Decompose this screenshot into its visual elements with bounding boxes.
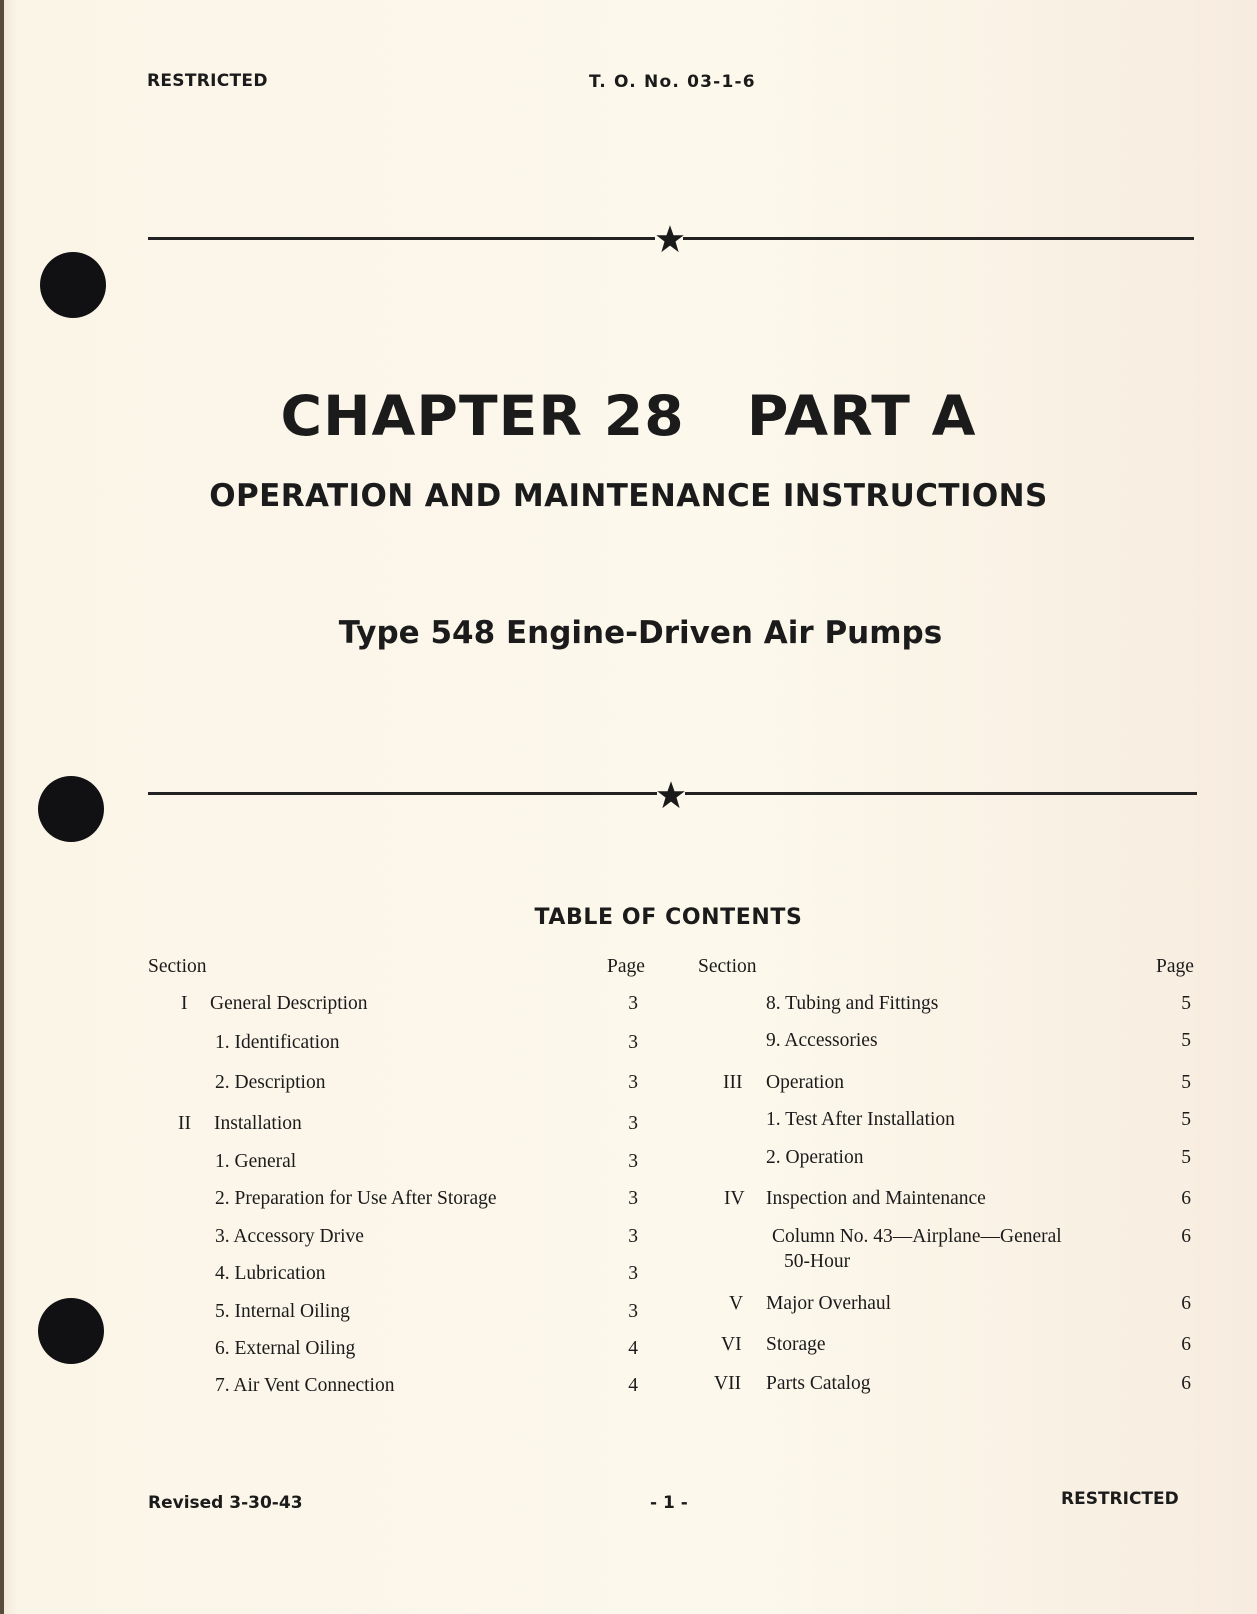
toc-entry[interactable]: Storage (766, 1334, 826, 1355)
toc-entry-page: 4 (628, 1338, 638, 1359)
toc-entry-page: 6 (1181, 1373, 1191, 1394)
toc-heading: TABLE OF CONTENTS (534, 905, 803, 930)
toc-entry[interactable]: 1. General (215, 1151, 297, 1172)
toc-right-section-header: Section (698, 956, 757, 977)
bottom-divider-left (148, 792, 657, 795)
page-edge (0, 0, 4, 1614)
toc-entry[interactable]: 6. External Oiling (215, 1338, 356, 1359)
toc-entry-page: 3 (628, 1072, 638, 1093)
toc-entry[interactable]: Column No. 43—Airplane—General (772, 1226, 1062, 1247)
top-divider-left (148, 237, 655, 240)
toc-entry[interactable]: 4. Lubrication (215, 1263, 326, 1284)
toc-entry-section-number: III (723, 1072, 743, 1093)
toc-entry[interactable]: 7. Air Vent Connection (215, 1375, 395, 1396)
toc-entry-section-number: V (729, 1293, 744, 1314)
toc-entry-page: 3 (628, 1151, 638, 1172)
toc-entry-page: 3 (628, 1032, 638, 1053)
chapter-title: CHAPTER 28 PART A (280, 384, 977, 448)
chapter-subtitle: OPERATION AND MAINTENANCE INSTRUCTIONS (209, 478, 1048, 514)
footer-classification: RESTRICTED (1061, 1489, 1179, 1509)
toc-entry-page: 5 (1181, 1147, 1191, 1168)
header-document-number: T. O. No. 03-1-6 (589, 72, 756, 92)
toc-entry-section-number: II (178, 1113, 191, 1134)
toc-entry[interactable]: 2. Description (215, 1072, 326, 1093)
toc-entry-page: 3 (628, 1263, 638, 1284)
toc-right-page-header: Page (1156, 956, 1194, 977)
bottom-divider-right (685, 792, 1197, 795)
toc-entry-page: 3 (628, 1301, 638, 1322)
toc-entry[interactable]: Installation (214, 1113, 302, 1134)
toc-entry-page: 3 (628, 1226, 638, 1247)
toc-entry-page: 6 (1181, 1188, 1191, 1209)
star-icon (655, 224, 685, 254)
toc-entry-section-number: IV (724, 1188, 745, 1209)
toc-entry[interactable]: Parts Catalog (766, 1373, 871, 1394)
toc-left-page-header: Page (607, 956, 645, 977)
top-divider-right (683, 237, 1194, 240)
toc-entry-page: 5 (1181, 1109, 1191, 1130)
toc-entry-page: 5 (1181, 1030, 1191, 1051)
toc-entry-page: 3 (628, 1113, 638, 1134)
equipment-title: Type 548 Engine-Driven Air Pumps (338, 615, 943, 651)
toc-entry-page: 3 (628, 1188, 638, 1209)
toc-entry[interactable]: Major Overhaul (766, 1293, 892, 1314)
toc-entry-section-number: VII (714, 1373, 742, 1394)
toc-entry-page: 5 (1181, 993, 1191, 1014)
header-classification: RESTRICTED (147, 71, 268, 91)
toc-entry[interactable]: 3. Accessory Drive (215, 1226, 364, 1247)
toc-entry-section-number: VI (721, 1334, 742, 1355)
toc-entry[interactable]: 1. Test After Installation (766, 1109, 955, 1130)
toc-entry[interactable]: 5. Internal Oiling (215, 1301, 350, 1322)
footer-revision: Revised 3-30-43 (148, 1493, 303, 1513)
toc-entry-page: 6 (1181, 1334, 1191, 1355)
star-icon (656, 780, 686, 810)
toc-entry[interactable]: General Description (210, 993, 368, 1014)
toc-left-section-header: Section (148, 956, 207, 977)
toc-entry[interactable]: 1. Identification (215, 1032, 340, 1053)
toc-entry[interactable]: Operation (766, 1072, 844, 1093)
toc-entry-page: 6 (1181, 1226, 1191, 1247)
toc-entry[interactable]: Inspection and Maintenance (766, 1188, 986, 1209)
toc-entry-page: 3 (628, 993, 638, 1014)
binder-hole-bottom (38, 1298, 104, 1364)
toc-entry-page: 6 (1181, 1293, 1191, 1314)
binder-hole-middle (38, 776, 104, 842)
footer-page-number: - 1 - (650, 1493, 688, 1513)
toc-entry-page: 4 (628, 1375, 638, 1396)
toc-entry-section-number: I (181, 993, 188, 1014)
toc-entry[interactable]: 9. Accessories (766, 1030, 878, 1051)
toc-entry-page: 5 (1181, 1072, 1191, 1093)
binder-hole-top (40, 252, 106, 318)
toc-entry[interactable]: 8. Tubing and Fittings (766, 993, 939, 1014)
toc-entry[interactable]: 2. Preparation for Use After Storage (215, 1188, 497, 1209)
toc-entry-continuation: 50-Hour (784, 1251, 851, 1272)
toc-entry[interactable]: 2. Operation (766, 1147, 864, 1168)
